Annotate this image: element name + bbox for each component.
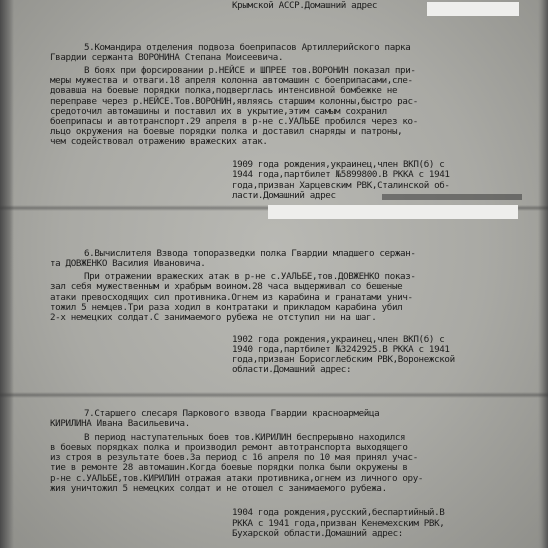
entry-heading: 6.Вычислителя Взвода топоразведки полка Гвардии младшего сержан- (84, 248, 416, 259)
bio-info: области.Домашний адрес: (232, 364, 352, 375)
entry-text: жия уничтожил 5 немецких солдат и не отошел с занимаемого рубежа. (50, 483, 387, 494)
entry-text: тие в ремонте 28 автомашин.Когда боевые порядки полка были окружены в (50, 462, 408, 473)
redacted-address (268, 205, 518, 219)
entry-text: При отражении вражеских атак в р-не с.УАЛЬБЕ,тов.ДОВЖЕНКО показ- (84, 271, 416, 282)
entry-heading: Гвардии сержанта ВОРОНИНА Степана Моисеевича. (50, 52, 284, 63)
entry-text: атаки превосходящих сил противника.Огнем из карабина и гранатами унич- (50, 292, 413, 303)
entry-text: меры мужества и отваги.18 апреля колонна автомашин с боеприпасами,сле- (50, 75, 413, 86)
entry-heading: та ДОВЖЕНКО Василия Ивановича. (50, 258, 206, 269)
entry-text: тожил 5 немцев.Три раза ходил в контратаки и прикладом карабина убил (50, 302, 403, 313)
bio-info: 1902 года рождения,украинец,член ВКП(б) с (232, 334, 445, 345)
bio-info: РККА с 1941 года,призван Кенемехским РВК, (232, 518, 445, 529)
bio-info: ласти.Домашний адрес (232, 190, 336, 201)
entry-text: льцо окружения на боевые порядки полка и доставил снаряды и патроны, (50, 126, 403, 137)
entry-text: 2-х немецких солдат.С занимаемого рубежа не отступил ни на шаг. (50, 312, 377, 323)
entry-heading: 5.Командира отделения подвоза боеприпасов Артиллерийского парка (84, 42, 411, 53)
entry-text: в боевых порядках полка и производил ремонт автотранспорта выходящего (50, 442, 408, 453)
entry-heading: КИРИЛИНА Ивана Васильевича. (50, 418, 190, 429)
bio-info: 1904 года рождения,русский,беспартийный.В (232, 507, 445, 518)
scan-edge-left (0, 0, 14, 548)
entry-text: зал себя мужественным и храбрым воином.28 часа выдерживал со бешеные (50, 281, 403, 292)
entry-text: чем содействовал отражению вражеских атак. (50, 136, 268, 147)
paper-fold (0, 392, 548, 398)
bio-info: года,призван Борисоглебским РВК,Воронежской (232, 354, 455, 365)
bio-info: 1909 года рождения,украинец,член ВКП(б) с (232, 159, 445, 170)
entry-text: из строя в результате боев.За период с 16 апреля по 10 мая принял учас- (50, 452, 418, 463)
scan-edge-right (538, 0, 548, 548)
bio-info: Бухарской области.Домашний адрес: (232, 528, 403, 539)
entry-text: средоточил автомашины и поставил их в укрытие,этим самым сохранил (50, 106, 387, 117)
bio-info: 1940 года,партбилет №3242925.В РККА с 1941 (232, 344, 450, 355)
entry-text: переправе через р.НЕЙСЕ.Тов.ВОРОНИН,являясь старшим колонны,быстро рас- (50, 96, 418, 107)
entry-text: довавша на боевые порядки полка,подверглась интенсивной бомбежке не (50, 85, 398, 96)
bio-info: года,призван Харцевским РВК,Сталинской об- (232, 180, 450, 191)
entry-text: В период наступательных боев тов.КИРИЛИН беспрерывно находился (84, 432, 406, 443)
entry-text: боеприпасы и автотранспорт.29 апреля в р-не с.УАЛЬБЕ пробился через ко- (50, 116, 418, 127)
bio-info: 1944 года,партбилет №5899800.В РККА с 1941 (232, 169, 450, 180)
redacted-address (427, 2, 519, 16)
entry-text: р-не с.УАЛЬБЕ,тов.КИРИЛИН отражая атаки противника,огнем из личного ору- (50, 473, 424, 484)
redacted-address (382, 194, 522, 200)
entry-text: В боях при форсировании р.НЕЙСЕ и ШПРЕЕ тов.ВОРОНИН показал при- (84, 65, 416, 76)
address-line-top: Крымской АССР.Домашний адрес (232, 0, 378, 11)
entry-heading: 7.Старшего слесаря Паркового взвода Гвардии красноармейца (84, 408, 380, 419)
